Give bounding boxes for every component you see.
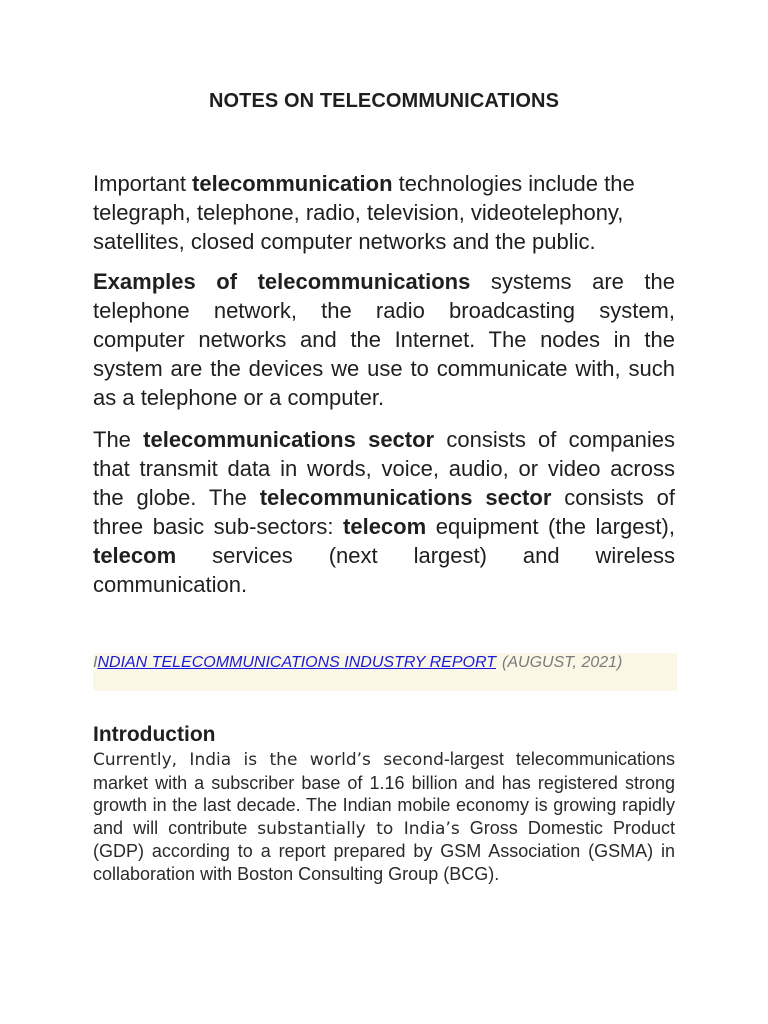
p3-bold-1: telecommunications sector — [143, 427, 435, 452]
p1-text-1: Important — [93, 171, 193, 196]
introduction-heading: Introduction — [93, 723, 216, 746]
report-link[interactable]: NDIAN TELECOMMUNICATIONS INDUSTRY REPORT — [97, 654, 497, 671]
p2-text-1: systems are the telephone network, the radio broadcasting system, computer networks and the Internet. The nodes in the system are the devices we use to communicate with, such as a telephone or a computer. — [93, 269, 676, 410]
introduction-body — [93, 748, 675, 885]
intro-text-3: substantially to India’s — [257, 818, 460, 839]
p1-bold-1: telecommunication — [192, 171, 393, 196]
intro-text-1: Currently, India is the world’s second — [93, 750, 444, 770]
report-banner — [93, 653, 677, 691]
p3-bold-3: telecom — [343, 514, 427, 539]
document-title: NOTES ON TELECOMMUNICATIONS — [208, 90, 560, 112]
paragraph-technologies — [93, 169, 675, 256]
paragraph-examples — [93, 267, 675, 412]
p2-bold-1: Examples of telecommunications — [93, 269, 471, 294]
report-date: (AUGUST, 2021) — [502, 654, 623, 671]
p3-text-2: consists of companies that transmit data in words, voice, audio, or video across the globe. The — [93, 427, 675, 510]
p3-text-4: equipment (the largest), — [426, 514, 675, 539]
p3-bold-2: telecommunications sector — [259, 485, 552, 510]
intro-text-2: -largest telecommunications market with a subscriber base of 1.16 billion and has registered strong growth in the last decade. The Indian mobile economy is growing rapidly and will contribute — [93, 749, 675, 838]
report-first-letter: I — [93, 654, 98, 671]
p3-bold-4: telecom — [93, 543, 177, 568]
intro-text-4: Gross Domestic Product (GDP) according to a report prepared by GSM Association (GSMA) in collaboration with Boston Consulting Group (BCG). — [93, 817, 675, 884]
p1-text-2: technologies include the telegraph, telephone, radio, television, videotelephony, satellites, closed computer networks and the public. — [93, 171, 635, 254]
p3-text-1: The — [93, 427, 144, 452]
document-page — [93, 0, 675, 1024]
p3-text-5: services (next largest) and wireless communication. — [93, 543, 675, 597]
p3-text-3: consists of three basic sub-sectors: — [93, 485, 676, 539]
paragraph-sector — [93, 425, 675, 599]
